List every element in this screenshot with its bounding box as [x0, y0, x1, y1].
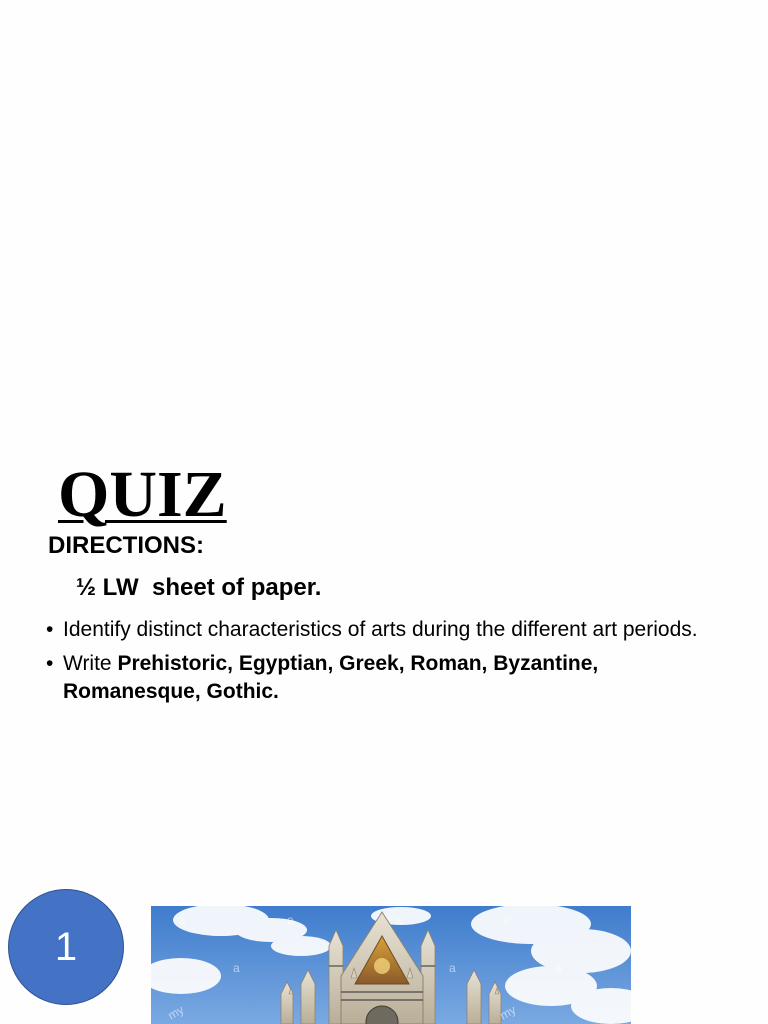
list-item-text: Identify distinct characteristics of arts during the different art periods. — [63, 618, 698, 641]
quiz-title: QUIZ — [58, 458, 227, 531]
question-number-badge — [8, 889, 124, 1005]
question-number: 1 — [54, 924, 78, 969]
watermark-mark: my — [497, 1002, 519, 1023]
watermark-mark: a — [449, 961, 456, 975]
instruction-list — [46, 616, 726, 712]
watermark-mark: a — [287, 913, 294, 927]
list-item-prefix: Write — [63, 652, 118, 675]
paper-instruction: ½ LW sheet of paper. — [76, 574, 322, 601]
art-periods-list: Prehistoric, Egyptian, Greek, Roman, Byzantine, Romanesque, Gothic. — [63, 652, 599, 703]
watermark-mark: my — [165, 1002, 187, 1023]
watermark-mark: a — [233, 961, 240, 975]
watermark-mark: a — [179, 913, 186, 927]
watermark-mark: a — [555, 961, 562, 975]
bullet-marker: • — [46, 652, 54, 675]
watermark-mark: a — [503, 913, 510, 927]
list-item — [46, 616, 726, 644]
bullet-marker: • — [46, 618, 54, 641]
directions-label: DIRECTIONS: — [48, 532, 204, 559]
cathedral-photo — [151, 906, 631, 1024]
watermark-mark: a — [395, 913, 402, 927]
list-item — [46, 650, 726, 706]
